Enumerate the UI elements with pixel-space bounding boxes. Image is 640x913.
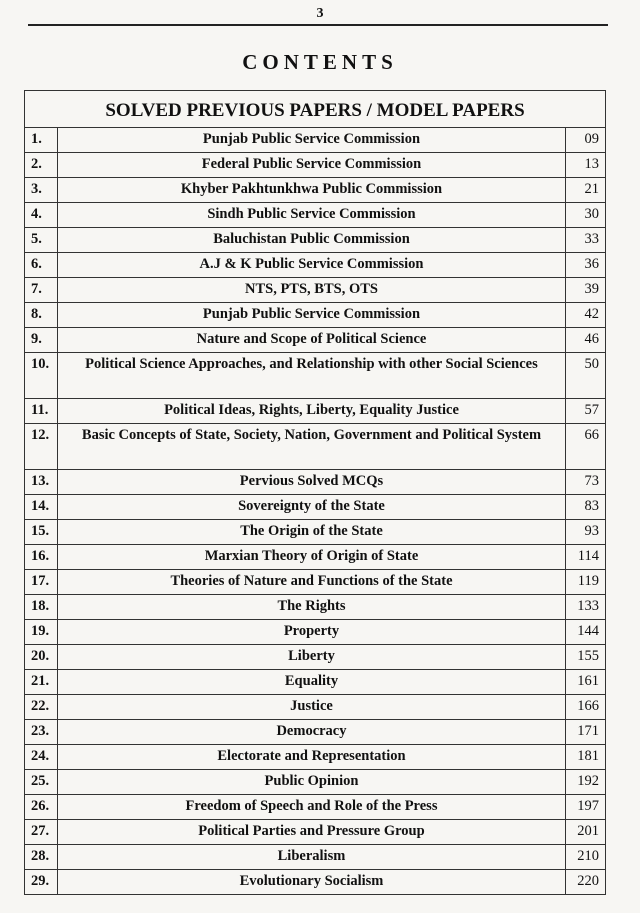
- entry-page: 30: [565, 203, 605, 228]
- entry-number: 7.: [25, 278, 58, 303]
- entry-page: 57: [565, 399, 605, 424]
- table-row: [25, 128, 606, 153]
- entry-page: 171: [565, 720, 605, 745]
- entry-topic: Marxian Theory of Origin of State: [58, 545, 566, 570]
- table-row: [25, 228, 606, 253]
- table-row: [25, 820, 606, 845]
- entry-topic: Sindh Public Service Commission: [58, 203, 566, 228]
- table-row: [25, 645, 606, 670]
- entry-topic: Nature and Scope of Political Science: [58, 328, 566, 353]
- table-row: [25, 495, 606, 520]
- table-row: [25, 620, 606, 645]
- entry-topic: Political Parties and Pressure Group: [58, 820, 566, 845]
- entry-number: 3.: [25, 178, 58, 203]
- entry-topic: Evolutionary Socialism: [58, 870, 566, 895]
- table-row: [25, 424, 606, 470]
- entry-number: 13.: [25, 470, 58, 495]
- entry-page: 46: [565, 328, 605, 353]
- entry-page: 201: [565, 820, 605, 845]
- entry-topic: Liberalism: [58, 845, 566, 870]
- entry-page: 66: [565, 424, 605, 470]
- entry-topic: Freedom of Speech and Role of the Press: [58, 795, 566, 820]
- contents-table: [24, 90, 606, 895]
- entry-page: 33: [565, 228, 605, 253]
- table-row: [25, 570, 606, 595]
- header-rule: [28, 24, 608, 26]
- table-row: [25, 253, 606, 278]
- page-title: CONTENTS: [242, 50, 398, 74]
- entry-number: 12.: [25, 424, 58, 470]
- entry-page: 39: [565, 278, 605, 303]
- entry-topic: Property: [58, 620, 566, 645]
- page-number: 3: [316, 6, 324, 21]
- table-row: [25, 399, 606, 424]
- entry-number: 18.: [25, 595, 58, 620]
- entry-number: 14.: [25, 495, 58, 520]
- entry-number: 26.: [25, 795, 58, 820]
- entry-number: 29.: [25, 870, 58, 895]
- entry-page: 50: [565, 353, 605, 399]
- entry-topic: Baluchistan Public Commission: [58, 228, 566, 253]
- table-row: [25, 353, 606, 399]
- entry-page: 197: [565, 795, 605, 820]
- entry-topic: A.J & K Public Service Commission: [58, 253, 566, 278]
- entry-topic: The Rights: [58, 595, 566, 620]
- table-row: [25, 870, 606, 895]
- table-row: [25, 595, 606, 620]
- entry-number: 6.: [25, 253, 58, 278]
- entry-topic: Punjab Public Service Commission: [58, 128, 566, 153]
- entry-page: 36: [565, 253, 605, 278]
- entry-topic: Political Science Approaches, and Relationship with other Social Sciences: [58, 353, 566, 399]
- entry-page: 181: [565, 745, 605, 770]
- table-row: [25, 545, 606, 570]
- entry-number: 2.: [25, 153, 58, 178]
- entry-topic: Theories of Nature and Functions of the State: [58, 570, 566, 595]
- entry-number: 4.: [25, 203, 58, 228]
- table-row: [25, 795, 606, 820]
- table-row: [25, 745, 606, 770]
- entry-topic: Democracy: [58, 720, 566, 745]
- table-row: [25, 695, 606, 720]
- contents-body: [25, 128, 606, 895]
- entry-page: 114: [565, 545, 605, 570]
- entry-topic: Basic Concepts of State, Society, Nation, Government and Political System: [58, 424, 566, 470]
- entry-page: 42: [565, 303, 605, 328]
- entry-page: 210: [565, 845, 605, 870]
- entry-topic: Justice: [58, 695, 566, 720]
- entry-number: 11.: [25, 399, 58, 424]
- table-row: [25, 770, 606, 795]
- table-row: [25, 153, 606, 178]
- table-row: [25, 178, 606, 203]
- entry-number: 23.: [25, 720, 58, 745]
- entry-number: 27.: [25, 820, 58, 845]
- table-row: [25, 720, 606, 745]
- entry-topic: Liberty: [58, 645, 566, 670]
- table-row: [25, 670, 606, 695]
- entry-number: 8.: [25, 303, 58, 328]
- entry-page: 166: [565, 695, 605, 720]
- table-row: [25, 470, 606, 495]
- entry-number: 5.: [25, 228, 58, 253]
- table-row: [25, 845, 606, 870]
- entry-number: 21.: [25, 670, 58, 695]
- entry-page: 161: [565, 670, 605, 695]
- entry-topic: Electorate and Representation: [58, 745, 566, 770]
- entry-number: 24.: [25, 745, 58, 770]
- table-row: [25, 303, 606, 328]
- entry-number: 22.: [25, 695, 58, 720]
- entry-topic: Political Ideas, Rights, Liberty, Equality Justice: [58, 399, 566, 424]
- entry-topic: Public Opinion: [58, 770, 566, 795]
- entry-page: 13: [565, 153, 605, 178]
- table-row: [25, 278, 606, 303]
- entry-page: 192: [565, 770, 605, 795]
- entry-topic: NTS, PTS, BTS, OTS: [58, 278, 566, 303]
- entry-topic: Federal Public Service Commission: [58, 153, 566, 178]
- table-row: [25, 203, 606, 228]
- entry-topic: Sovereignty of the State: [58, 495, 566, 520]
- entry-page: 09: [565, 128, 605, 153]
- entry-page: 119: [565, 570, 605, 595]
- entry-page: 155: [565, 645, 605, 670]
- entry-number: 15.: [25, 520, 58, 545]
- entry-topic: Punjab Public Service Commission: [58, 303, 566, 328]
- entry-page: 21: [565, 178, 605, 203]
- entry-topic: Pervious Solved MCQs: [58, 470, 566, 495]
- entry-topic: Equality: [58, 670, 566, 695]
- section-heading: SOLVED PREVIOUS PAPERS / MODEL PAPERS: [25, 91, 606, 128]
- table-row: [25, 328, 606, 353]
- entry-page: 93: [565, 520, 605, 545]
- entry-number: 28.: [25, 845, 58, 870]
- entry-number: 19.: [25, 620, 58, 645]
- entry-topic: The Origin of the State: [58, 520, 566, 545]
- entry-number: 10.: [25, 353, 58, 399]
- entry-number: 20.: [25, 645, 58, 670]
- entry-page: 133: [565, 595, 605, 620]
- entry-page: 73: [565, 470, 605, 495]
- entry-page: 83: [565, 495, 605, 520]
- entry-page: 220: [565, 870, 605, 895]
- entry-number: 1.: [25, 128, 58, 153]
- entry-number: 17.: [25, 570, 58, 595]
- entry-number: 25.: [25, 770, 58, 795]
- entry-number: 16.: [25, 545, 58, 570]
- entry-page: 144: [565, 620, 605, 645]
- entry-topic: Khyber Pakhtunkhwa Public Commission: [58, 178, 566, 203]
- table-row: [25, 520, 606, 545]
- entry-number: 9.: [25, 328, 58, 353]
